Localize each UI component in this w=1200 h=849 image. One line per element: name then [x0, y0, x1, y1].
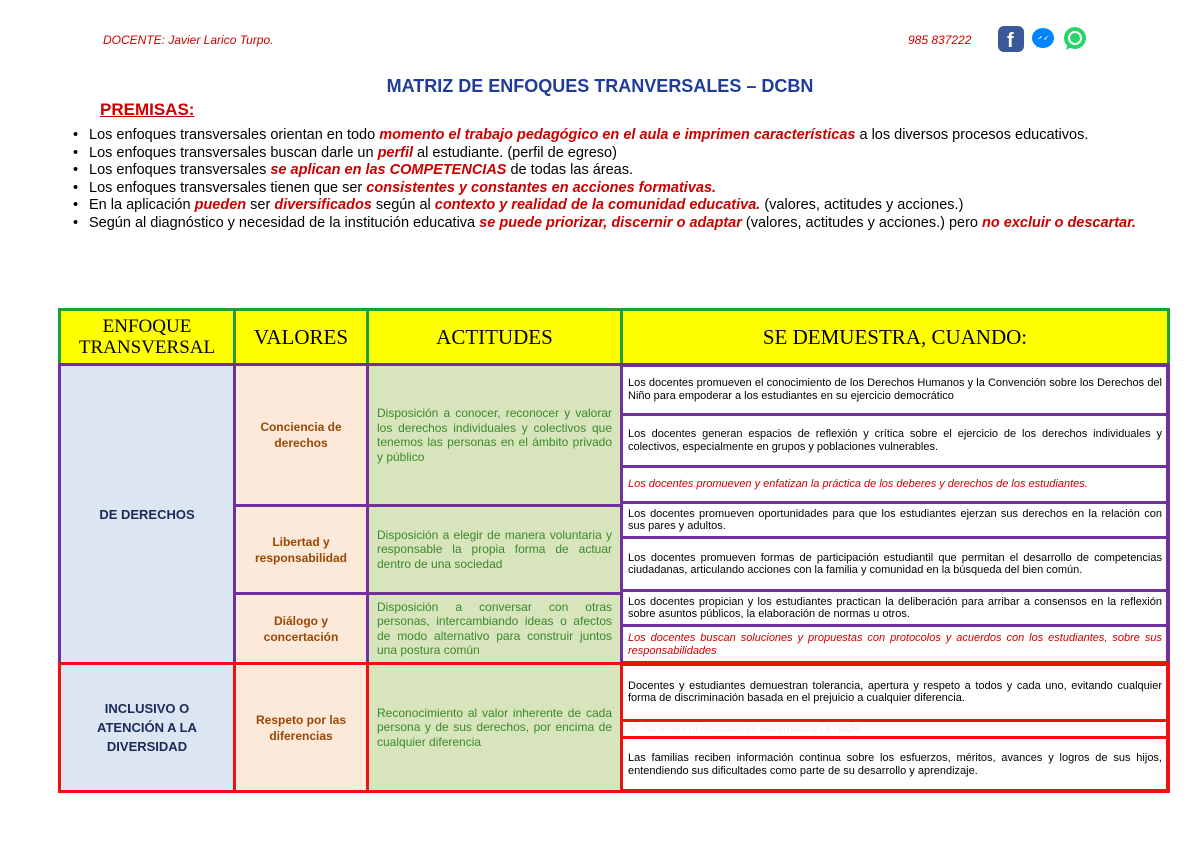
premisa-text: de todas las áreas.	[506, 162, 634, 178]
premisa-item	[70, 127, 1150, 145]
premisa-highlight: se aplican en las COMPETENCIAS	[270, 162, 507, 178]
demuestra-8-text: Docentes y estudiantes demuestran tolerancia, apertura y respeto a todos y cada uno, evitando cualquier forma de discriminación basada en el prejuicio a cualquier diferencia.	[628, 679, 1162, 704]
enfoque-inclusivo-text: INCLUSIVO O ATENCIÓN A LA DIVERSIDAD	[97, 701, 197, 754]
valor-2-text: Libertad y responsabilidad	[254, 534, 348, 565]
premisas-list	[70, 127, 1150, 232]
valor-4	[233, 662, 369, 793]
demuestra-3-text: Los docentes promueven y enfatizan la práctica de los deberes y derechos de los estudiantes.	[628, 478, 1088, 491]
enfoque-inclusivo	[58, 662, 236, 793]
table-header-2-text: VALORES	[253, 324, 349, 349]
table-header-3	[366, 308, 623, 366]
premisa-highlight: perfil	[377, 144, 414, 161]
demuestra-5	[620, 536, 1170, 592]
demuestra-4	[620, 501, 1170, 539]
premisa-item	[70, 162, 1150, 180]
premisa-text: al estudiante. (perfil de egreso)	[413, 144, 617, 161]
valor-4-text: Respeto por las diferencias	[255, 712, 347, 743]
page-title: MATRIZ DE ENFOQUES TRANVERSALES – DCBN	[386, 76, 814, 96]
demuestra-3	[620, 465, 1170, 504]
demuestra-5-text: Los docentes promueven formas de participación estudiantil que permitan el desarrollo de competencias ciudadanas, articulando acciones con la familia y comunidad en la búsqueda del bien común.	[628, 551, 1162, 576]
actitud-3-text: Disposición a conversar con otras personas, intercambiando ideas o afectos de modo alternativo para construir juntos una postura común	[377, 599, 612, 657]
premisa-text: En la aplicación	[89, 197, 195, 213]
premisa-highlight: se puede priorizar, discernir o adaptar	[479, 214, 742, 231]
actitud-1-text: Disposición a conocer, reconocer y valorar los derechos individuales y colectivos que tenemos las personas en el ámbito privado y público	[377, 406, 612, 464]
table-header-1-text: ENFOQUE TRANSVERSAL	[78, 316, 216, 358]
teacher-name: DOCENTE: Javier Larico Turpo.	[103, 33, 274, 47]
premisa-text: Los enfoques transversales	[89, 162, 271, 178]
premisa-item	[70, 215, 1150, 233]
demuestra-6-text: Los docentes propician y los estudiantes practican la deliberación para arribar a consensos en la reflexión sobre asuntos públicos, la elaboración de normas u otros.	[628, 595, 1162, 620]
valor-1-text: Conciencia de derechos	[260, 420, 342, 450]
valor-1	[233, 363, 369, 507]
actitud-3	[366, 592, 623, 665]
actitud-4-text: Reconocimiento al valor inherente de cada persona y de sus derechos, por encima de cualquier diferencia	[377, 705, 612, 749]
demuestra-7	[620, 624, 1170, 665]
demuestra-10-text: Las familias reciben información continua sobre los esfuerzos, méritos, avances y logros de sus hijos, entendiendo sus dificultades como parte de su desarrollo y aprendizaje.	[628, 752, 1162, 777]
phone-number: 985 837222	[908, 33, 972, 47]
demuestra-1-text: Los docentes promueven el conocimiento de los Derechos Humanos y la Convención sobre los Derechos del Niño para empoderar a los estudiantes en su ejercicio democrático	[628, 377, 1162, 402]
actitud-1	[366, 363, 623, 507]
premisa-highlight: contexto y realidad de la comunidad educativa.	[434, 197, 761, 213]
demuestra-1	[620, 363, 1170, 416]
premisa-text: (valores, actitudes y acciones.) pero	[741, 214, 983, 231]
enfoques-matrix	[58, 308, 1170, 793]
table-header-4	[620, 308, 1170, 366]
enfoque-derechos	[58, 363, 236, 665]
valor-3	[233, 592, 369, 665]
premisa-item	[70, 180, 1150, 198]
whatsapp-icon[interactable]	[1062, 26, 1088, 52]
demuestra-2	[620, 413, 1170, 468]
premisas-heading: PREMISAS:	[100, 100, 195, 119]
table-header-3-text: ACTITUDES	[436, 324, 553, 349]
actitud-2	[366, 504, 623, 595]
premisa-highlight: no excluir o descartar.	[982, 214, 1136, 231]
premisa-text: a los diversos procesos educativos.	[855, 127, 1089, 143]
premisa-text: (valores, actitudes y acciones.)	[760, 197, 964, 213]
valor-3-text: Diálogo y concertación	[263, 613, 339, 644]
messenger-icon[interactable]	[1030, 26, 1056, 52]
premisa-text: Los enfoques transversales tienen que ser	[89, 179, 367, 196]
premisa-text: Según al diagnóstico y necesidad de la institución educativa	[89, 214, 480, 231]
actitud-4	[366, 662, 623, 793]
premisa-item	[70, 145, 1150, 163]
table-header-4-text: SE DEMUESTRA, CUANDO:	[762, 324, 1028, 349]
premisa-text: según al	[371, 197, 435, 213]
demuestra-9-text: Ni docentes ni estudiantes estigmatizan a nadie.	[628, 722, 865, 735]
premisa-text: Los enfoques transversales orientan en todo	[89, 127, 380, 143]
demuestra-10	[620, 736, 1170, 793]
svg-text:f: f	[1007, 30, 1014, 52]
social-icons	[998, 26, 1088, 52]
premisa-highlight: momento el trabajo pedagógico en el aula e imprimen características	[379, 127, 856, 143]
demuestra-2-text: Los docentes generan espacios de reflexión y crítica sobre el ejercicio de los derechos individuales y colectivos, especialmente en grupos y poblaciones vulnerables.	[628, 428, 1162, 453]
demuestra-6	[620, 589, 1170, 627]
demuestra-4-text: Los docentes promueven oportunidades para que los estudiantes ejerzan sus derechos en la relación con sus pares y adultos.	[628, 507, 1162, 532]
valor-2	[233, 504, 369, 595]
demuestra-7-text: Los docentes buscan soluciones y propuestas con protocolos y acuerdos con los estudiantes, sobre sus responsabilidades	[628, 632, 1162, 657]
premisa-item	[70, 197, 1150, 215]
table-header-1	[58, 308, 236, 366]
table-header-2	[233, 308, 369, 366]
premisa-highlight: diversificados	[274, 197, 372, 213]
actitud-2-text: Disposición a elegir de manera voluntaria y responsable la propia forma de actuar dentro de una sociedad	[377, 527, 612, 571]
facebook-icon[interactable]	[998, 26, 1024, 52]
premisa-text: Los enfoques transversales buscan darle un	[89, 144, 378, 161]
premisa-highlight: consistentes y constantes en acciones formativas.	[366, 179, 717, 196]
demuestra-8	[620, 662, 1170, 722]
premisa-text: ser	[246, 197, 275, 213]
enfoque-derechos-text: DE DERECHOS	[99, 506, 195, 522]
premisa-highlight: pueden	[194, 197, 247, 213]
